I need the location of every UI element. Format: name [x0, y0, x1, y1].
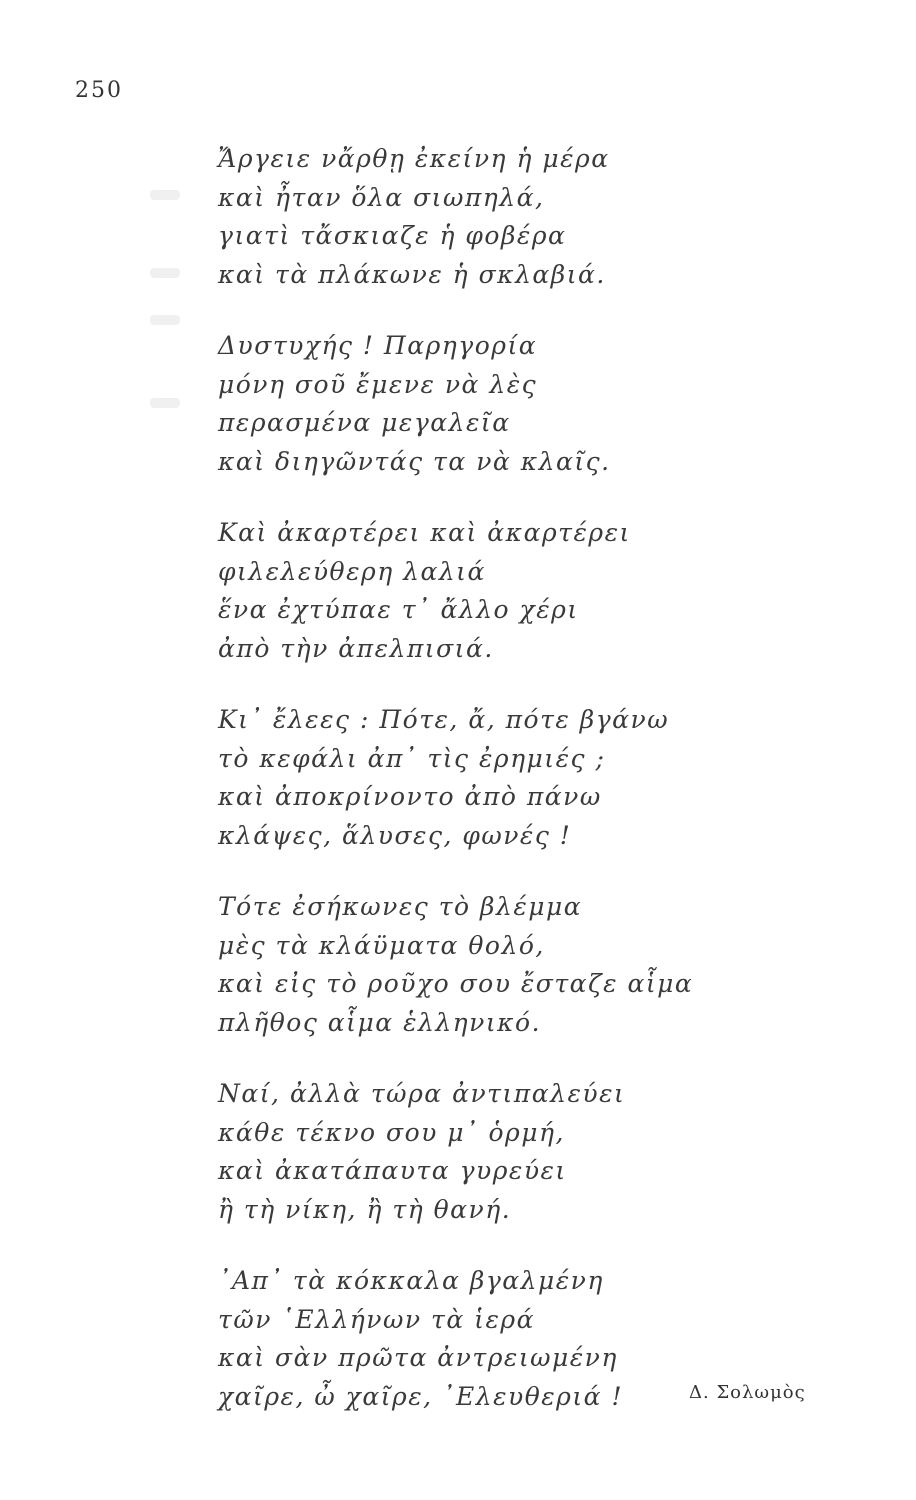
verse-line: φιλελεύθερη λαλιά [218, 556, 486, 586]
verse-line: Δυστυχής ! Παρηγορία [218, 331, 538, 360]
verse-line: καὶ διηγῶντάς τα νὰ κλαῖς. [218, 446, 611, 476]
verse-line: χαῖρε, ὦ χαῖρε, ᾽Ελευθεριά ! [218, 1381, 624, 1411]
bleed-through-mark [150, 398, 180, 408]
verse-line: Τότε ἐσήκωνες τὸ βλέμμα [218, 892, 583, 921]
verse-line: τῶν ῾Ελλήνων τὰ ἱερά [218, 1304, 535, 1334]
bleed-through-mark [150, 190, 180, 200]
verse-line: Ἄργειε νἄρθῃ ἐκείνη ἡ μέρα [218, 144, 610, 173]
stanza [218, 888, 778, 1042]
bleed-through-mark [150, 315, 180, 325]
author-signature: Δ. Σολωμὸς [689, 1382, 806, 1403]
verse-line: ἕνα ἐχτύπαε τ᾽ ἄλλο χέρι [218, 595, 579, 624]
verse-line: κλάψες, ἅλυσες, φωνές ! [218, 820, 572, 850]
bleed-through-mark [150, 268, 180, 278]
page-number: 250 [75, 78, 123, 103]
stanza [218, 1075, 778, 1229]
verse-line: κάθε τέκνο σου μ᾽ ὁρμή, [218, 1117, 565, 1147]
stanza [218, 701, 778, 855]
verse-line: μόνη σοῦ ἔμενε νὰ λὲς [218, 369, 538, 399]
verse-line: καὶ σὰν πρῶτα ἀντρειωμένη [218, 1343, 618, 1372]
verse-line: γιατὶ τἄσκιαζε ἡ φοβέρα [218, 221, 567, 250]
verse-line: καὶ εἰς τὸ ροῦχο σου ἔσταζε αἷμα [218, 969, 694, 998]
verse-line: Καὶ ἀκαρτέρει καὶ ἀκαρτέρει [218, 518, 631, 547]
verse-line: πλῆθος αἷμα ἑλληνικό. [218, 1007, 542, 1037]
verse-line: ᾽Απ᾽ τὰ κόκκαλα βγαλμένη [218, 1266, 604, 1295]
stanza [218, 327, 778, 481]
verse-line: μὲς τὰ κλάϋματα θολό, [218, 930, 545, 960]
verse-line: καὶ ἦταν ὅλα σιωπηλά, [218, 182, 545, 212]
verse-line: ἀπὸ τὴν ἀπελπισιά. [218, 633, 494, 663]
verse-line: καὶ τὰ πλάκωνε ἡ σκλαβιά. [218, 259, 606, 289]
verse-line: περασμένα μεγαλεῖα [218, 408, 511, 437]
verse-line: καὶ ἀποκρίνοντο ἀπὸ πάνω [218, 782, 602, 811]
verse-line: τὸ κεφάλι ἀπ᾽ τὶς ἐρημιές ; [218, 743, 606, 773]
verse-line: Ναί, ἀλλὰ τώρα ἀντιπαλεύει [218, 1079, 626, 1108]
poem [218, 140, 778, 1449]
verse-line: ἢ τὴ νίκη, ἢ τὴ θανή. [218, 1194, 512, 1224]
stanza [218, 140, 778, 294]
stanza [218, 514, 778, 668]
verse-line: Κι᾽ ἔλεες : Πότε, ἄ, πότε βγάνω [218, 705, 670, 734]
verse-line: καὶ ἀκατάπαυτα γυρεύει [218, 1156, 567, 1185]
